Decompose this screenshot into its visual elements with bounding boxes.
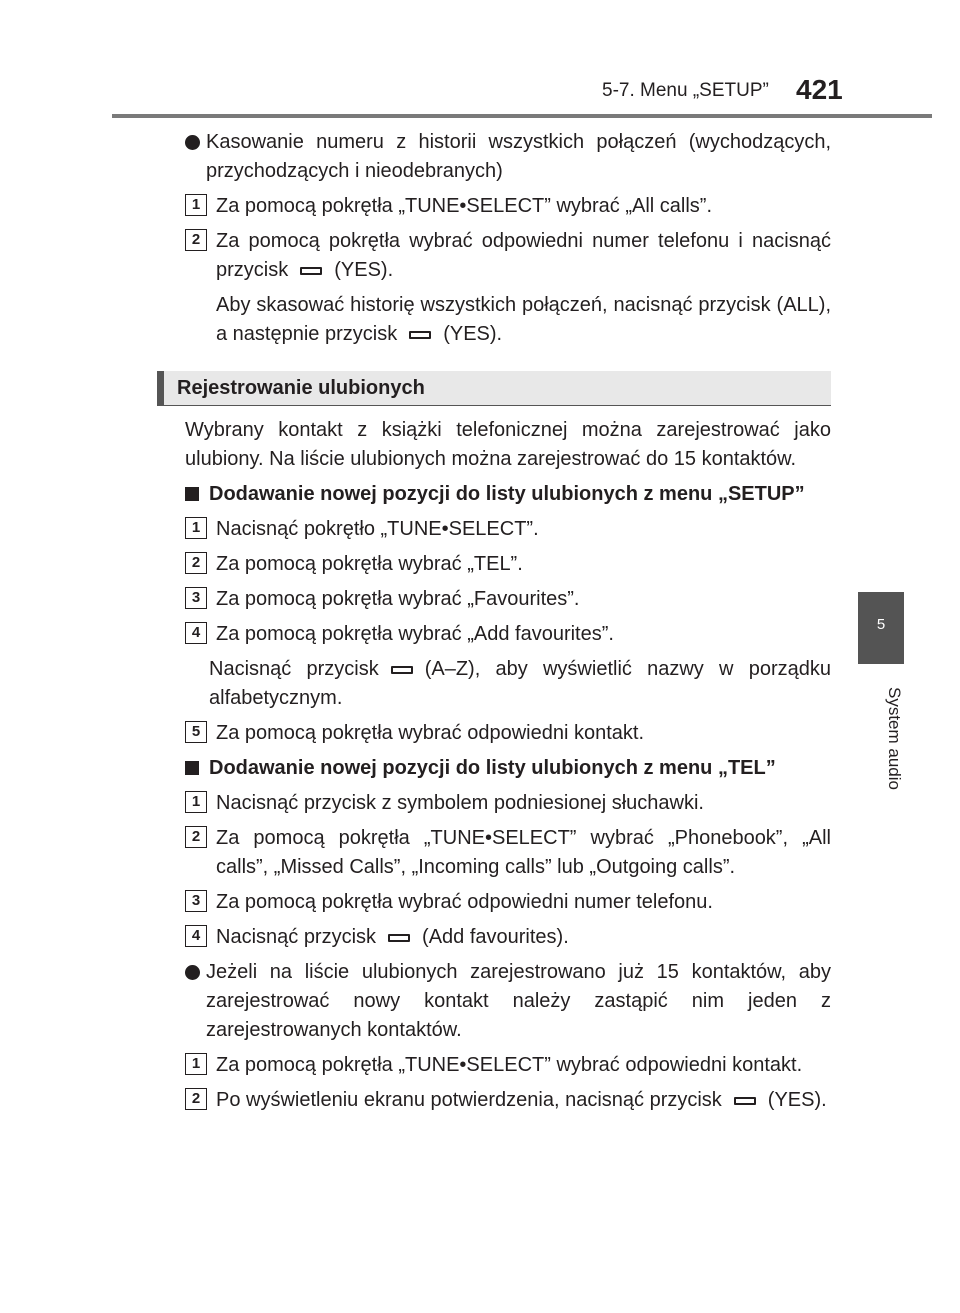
step-number-icon: 2 (185, 229, 207, 251)
bullet-delete-history: Kasowanie numeru z historii wszystkich połączeń (wychodzących, przychodzących i nieodebranych) (185, 128, 831, 186)
step-item: 4 Za pomocą pokrętła wybrać „Add favourites”. (185, 620, 831, 649)
step-number-icon: 4 (185, 622, 207, 644)
subsection-heading: Dodawanie nowej pozycji do listy ulubionych z menu „TEL” (185, 754, 831, 783)
step-number-icon: 4 (185, 925, 207, 947)
step-item: 2 Za pomocą pokrętła wybrać „TEL”. (185, 550, 831, 579)
step-item: 1 Nacisnąć przycisk z symbolem podniesionej słuchawki. (185, 789, 831, 818)
step-item: 5 Za pomocą pokrętła wybrać odpowiedni kontakt. (185, 719, 831, 748)
step-note: Nacisnąć przycisk (A–Z), aby wyświetlić nazwy w porządku alfabetycznym. (209, 658, 831, 709)
step-number-icon: 1 (185, 1053, 207, 1075)
step-number-icon: 2 (185, 552, 207, 574)
step-item: 1 Nacisnąć pokrętło „TUNE•SELECT”. (185, 515, 831, 544)
button-symbol-icon (409, 331, 431, 339)
step-number-icon: 1 (185, 194, 207, 216)
step-item: 4 Nacisnąć przycisk (Add favourites). (185, 923, 831, 952)
step-number-icon: 3 (185, 587, 207, 609)
step-item: 2 Po wyświetleniu ekranu potwierdzenia, nacisnąć przycisk (YES). (185, 1086, 831, 1115)
bullet-replace-contact: Jeżeli na liście ulubionych zarejestrowano już 15 kontaktów, aby zarejestrować nowy kontakt należy zastąpić nim jeden z zarejestrowanych kontaktów. (185, 958, 831, 1045)
square-bullet-icon (185, 761, 199, 775)
step-item: 2 Za pomocą pokrętła „TUNE•SELECT” wybrać „Phonebook”, „All calls”, „Missed Calls”, „Incoming calls” lub „Outgoing calls”. (185, 824, 831, 882)
bullet-icon (185, 965, 200, 980)
square-bullet-icon (185, 487, 199, 501)
step-number-icon: 2 (185, 826, 207, 848)
step-number-icon: 1 (185, 791, 207, 813)
chapter-tab-label: System audio (885, 686, 904, 790)
bullet-icon (185, 135, 200, 150)
subsection-heading: Dodawanie nowej pozycji do listy ulubionych z menu „SETUP” (185, 480, 831, 509)
step-item: 1 Za pomocą pokrętła „TUNE•SELECT” wybrać „All calls”. (185, 192, 831, 221)
button-symbol-icon (388, 934, 410, 942)
step-number-icon: 2 (185, 1088, 207, 1110)
button-symbol-icon (391, 666, 413, 674)
page-number: 421 (796, 74, 843, 105)
step-number-icon: 1 (185, 517, 207, 539)
button-symbol-icon (300, 267, 322, 275)
step-number-icon: 5 (185, 721, 207, 743)
intro-paragraph: Wybrany kontakt z książki telefonicznej można zarejestrować jako ulubiony. Na liście ulubionych można zarejestrować do 15 kontaktów. (185, 419, 831, 470)
step-number-icon: 3 (185, 890, 207, 912)
step-item: 2 Za pomocą pokrętła wybrać odpowiedni numer telefonu i nacisnąć przycisk (YES). (185, 227, 831, 285)
step-item: 3 Za pomocą pokrętła wybrać odpowiedni numer telefonu. (185, 888, 831, 917)
step-item: 3 Za pomocą pokrętła wybrać „Favourites”. (185, 585, 831, 614)
button-symbol-icon (734, 1097, 756, 1105)
running-header: 5-7. Menu „SETUP” (602, 80, 769, 101)
section-title: Rejestrowanie ulubionych (157, 371, 831, 406)
header-rule (112, 114, 932, 118)
step-note: Aby skasować historię wszystkich połączeń, nacisnąć przycisk (ALL), a następnie przycisk (YES). (216, 294, 831, 345)
page-content (177, 122, 831, 1115)
step-item: 1 Za pomocą pokrętła „TUNE•SELECT” wybrać odpowiedni kontakt. (185, 1051, 831, 1080)
chapter-tab-number: 5 (858, 592, 904, 664)
